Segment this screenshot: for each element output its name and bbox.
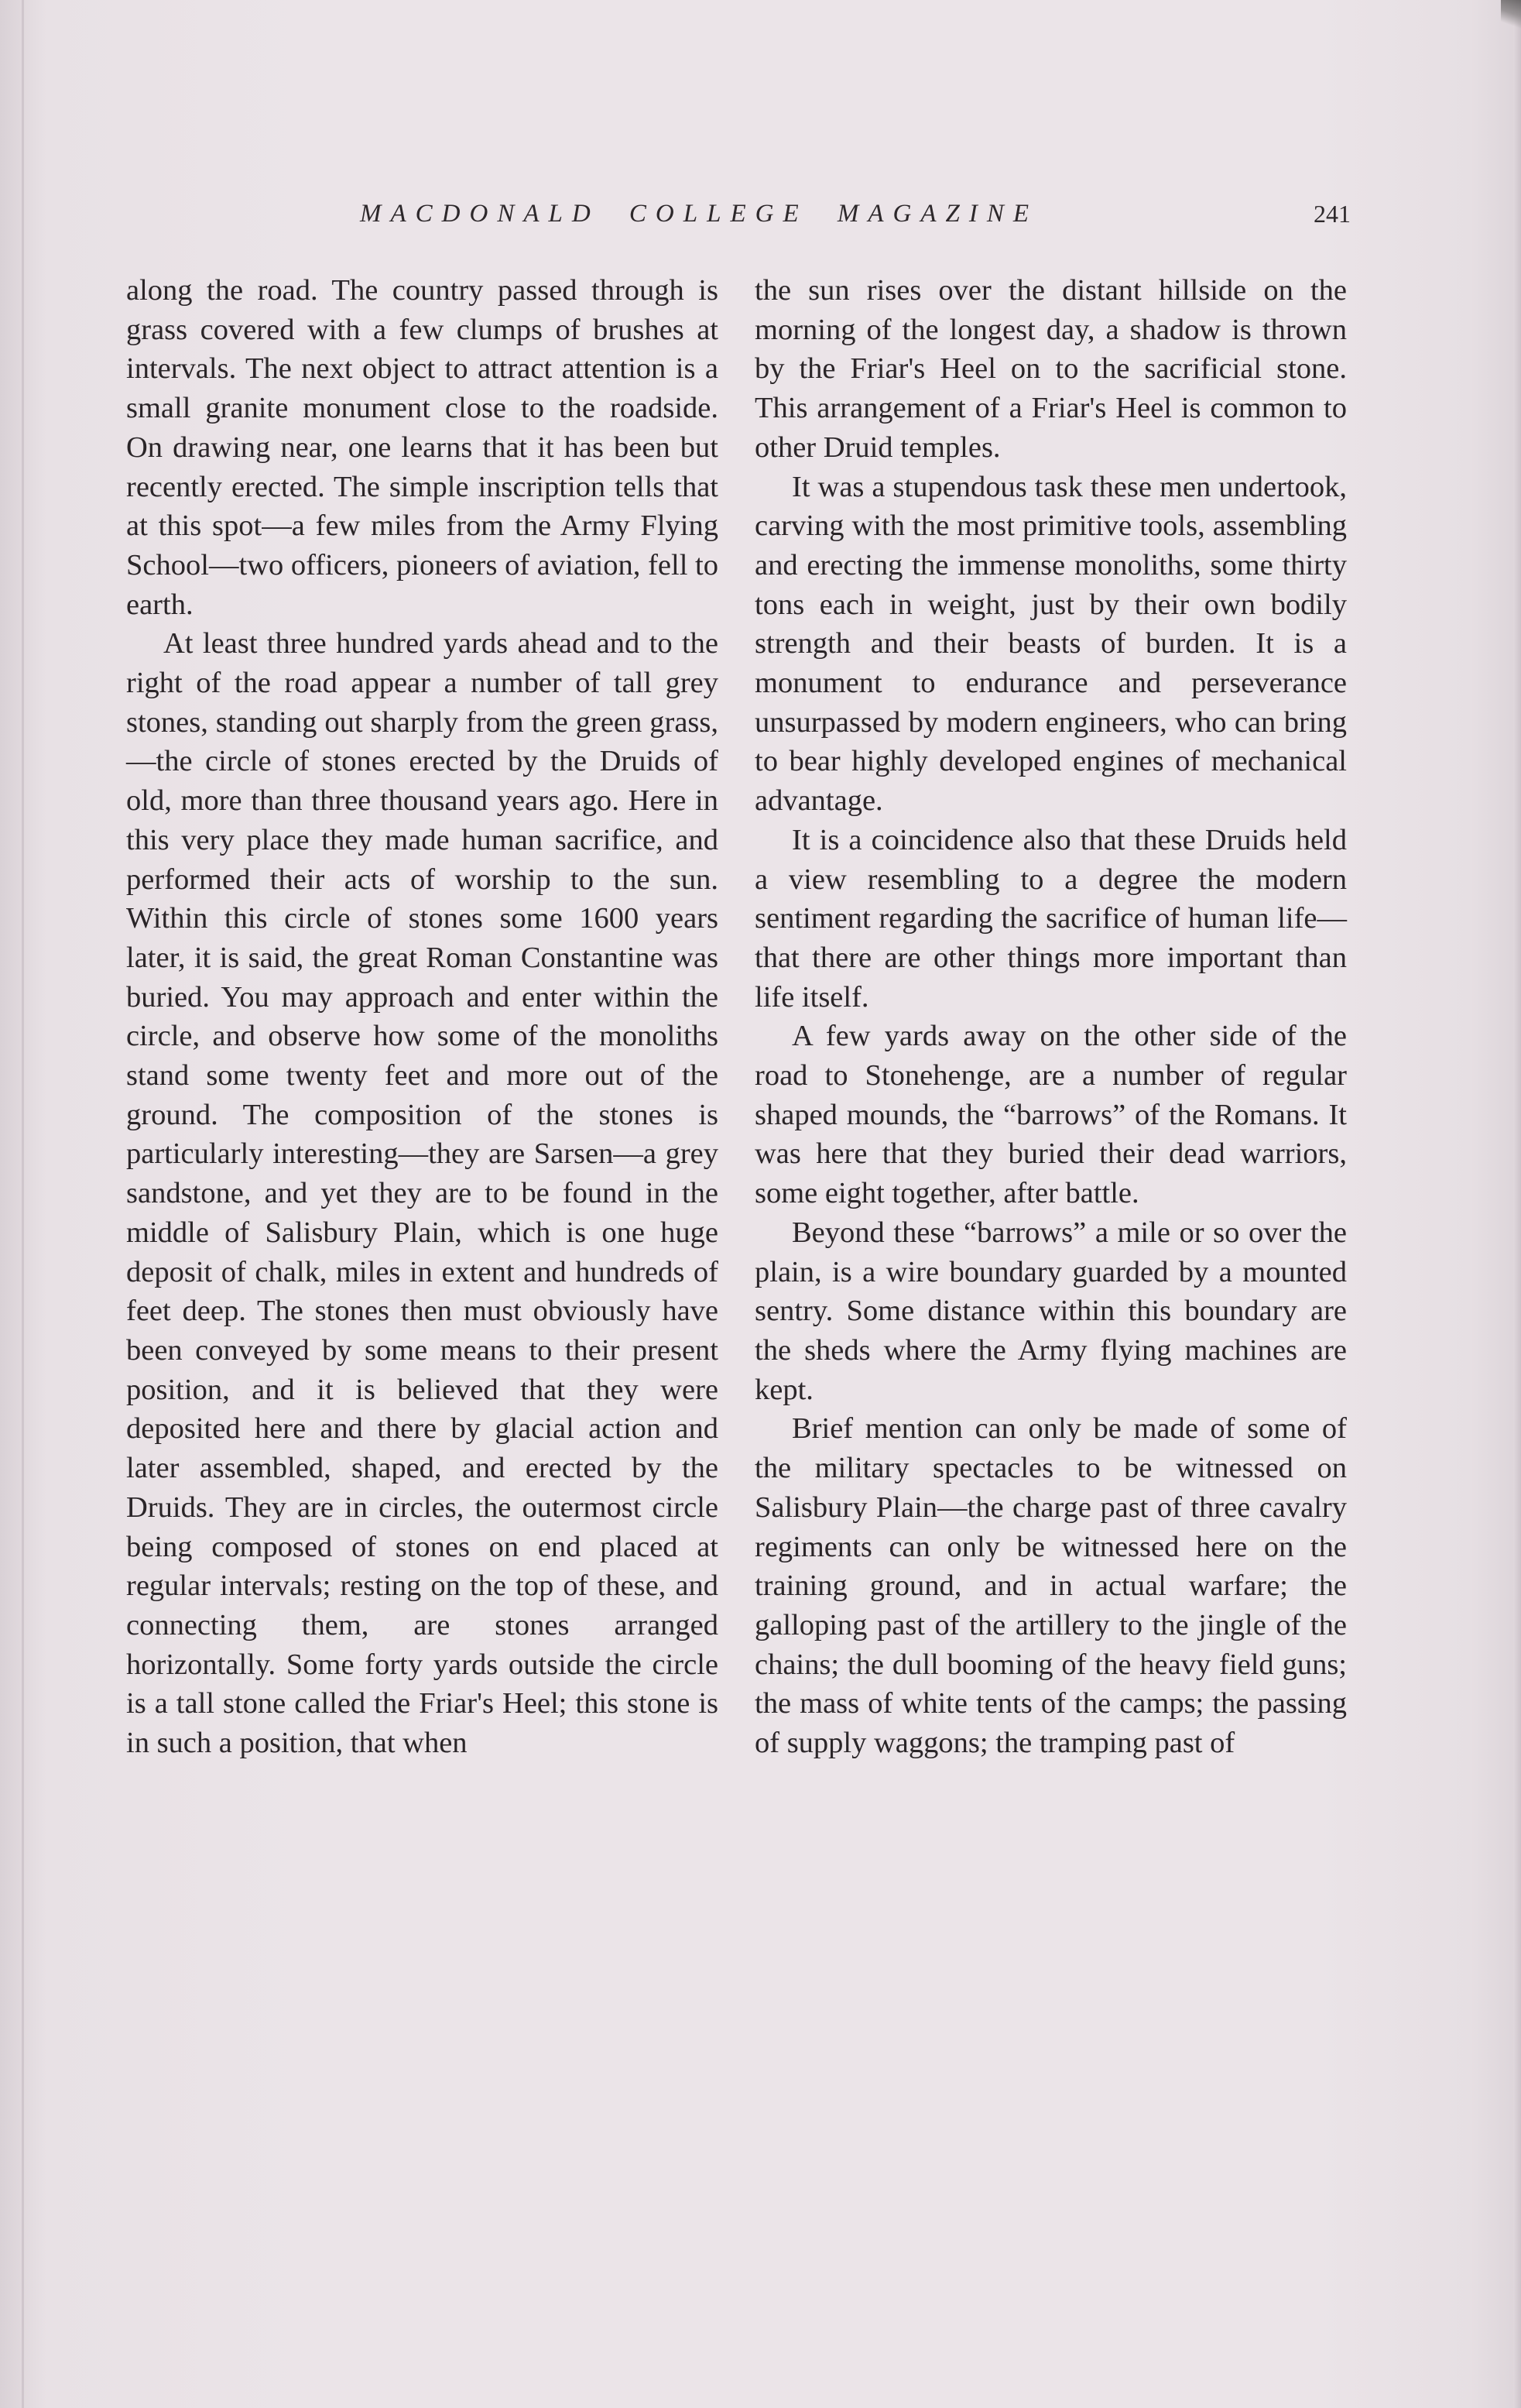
page-header [124, 200, 1351, 238]
paragraph: A few yards away on the other side of the road to Stonehenge, are a number of regular shaped mounds, the “barrows” of the Romans. It was here that they buried their dead warriors, some eight together, after battle. [755, 1020, 1347, 1210]
paragraph: the sun rises over the distant hillside on the morning of the longest day, a shadow is thrown by the Friar's Heel on to the sacrificial stone. This arrangement of a Friar's Heel is common to other Druid temples. [755, 274, 1347, 464]
right-column [755, 271, 1347, 1763]
paragraph: Brief mention can only be made of some of the military spectacles to be witnessed on Salisbury Plain—the charge past of three cavalry regiments can only be witnessed here on the training ground, and in actual warfare; the galloping past of the artillery to the jingle of the chains; the dull booming of the heavy field guns; the mass of white tents of the camps; the passing of supply waggons; the tramping past of [755, 1412, 1347, 1760]
paragraph: It is a coincidence also that these Druids held a view resembling to a degree the modern sentiment regarding the sacrifice of human life—that there are other things more important than life itself. [755, 823, 1347, 1014]
running-title: MACDONALD COLLEGE MAGAZINE [360, 200, 1039, 228]
paragraph: along the road. The country passed through is grass covered with a few clumps of brushes at intervals. The next object to attract attention is a small granite monument close to the roadside. On drawing near, one learns that it has been but recently erected. The simple inscription tells that at this spot—a few miles from the Army Flying School—two officers, pioneers of aviation, fell to earth. [126, 274, 718, 621]
paragraph: It was a stupendous task these men undertook, carving with the most primitive tools, assembling and erecting the immense monoliths, some thirty tons each in weight, just by their own bodily strength and their beasts of burden. It is a monument to endurance and perseverance unsurpassed by modern engineers, who can bring to bear highly developed engines of mechanical advantage. [755, 470, 1347, 818]
corner-wear-mark [1501, 0, 1521, 34]
page-spine-shadow [22, 0, 24, 2408]
page-number: 241 [1314, 200, 1351, 228]
left-column [126, 271, 718, 1763]
paragraph: Beyond these “barrows” a mile or so over the plain, is a wire boundary guarded by a mounted sentry. Some distance within this boundary are the sheds where the Army flying machines are kept. [755, 1216, 1347, 1406]
paragraph: At least three hundred yards ahead and to the right of the road appear a number of tall grey stones, standing out sharply from the green grass,—the circle of stones erected by the Druids of old, more than three thousand years ago. Here in this very place they made human sacrifice, and performed their acts of worship to the sun. Within this circle of stones some 1600 years later, it is said, the great Roman Constantine was buried. You may approach and enter within the circle, and observe how some of the monoliths stand some twenty feet and more out of the ground. The composition of the stones is particularly interesting—they are Sarsen—a grey sandstone, and yet they are to be found in the middle of Salisbury Plain, which is one huge deposit of chalk, miles in extent and hundreds of feet deep. The stones then must obviously have been conveyed by some means to their present position, and it is believed that they were deposited here and there by glacial action and later assembled, shaped, and erected by the Druids. They are in circles, the outermost circle being composed of stones on end placed at regular intervals; resting on the top of these, and connecting them, are stones arranged horizontally. Some forty yards outside the circle is a tall stone called the Friar's Heel; this stone is in such a position, that when [126, 627, 718, 1760]
page-right-edge [1513, 0, 1521, 2408]
